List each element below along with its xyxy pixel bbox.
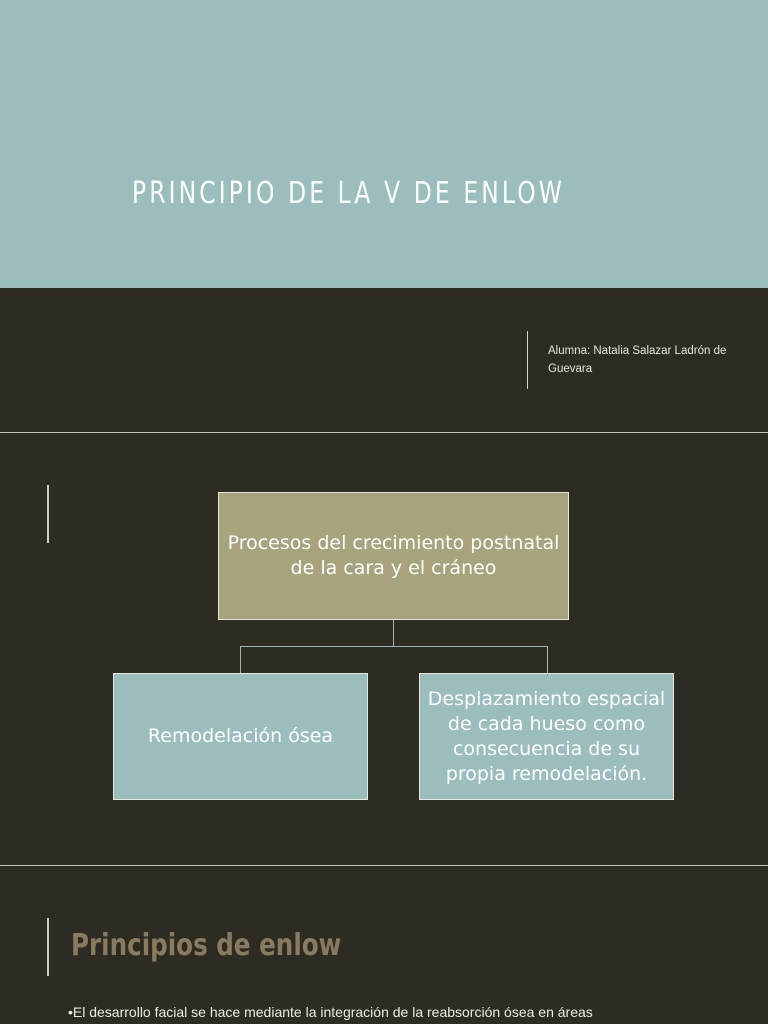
accent-bar <box>47 918 49 976</box>
diagram-child-label-left: Remodelación ósea <box>147 725 334 747</box>
slide-heading: Principios de enlow <box>71 928 342 963</box>
diagram-child-box-right <box>419 673 674 800</box>
diagram-child-label-right: Desplazamiento espacial de cada hueso como consecuencia de su propia remodelación. <box>427 687 666 785</box>
diagram-slide <box>0 433 768 865</box>
connector-vertical-right <box>547 646 548 673</box>
slide-body-text: •El desarrollo facial se hace mediante la integración de la reabsorción ósea en áreas <box>68 1004 593 1020</box>
title-slide <box>0 0 768 432</box>
connector-vertical-top <box>393 620 394 646</box>
diagram-root-label: Procesos del crecimiento postnatal de la cara y el cráneo <box>227 532 560 579</box>
diagram-root-box <box>218 492 569 620</box>
author-divider <box>527 331 528 389</box>
diagram-child-box-left <box>113 673 368 800</box>
connector-horizontal <box>240 646 548 647</box>
title-band <box>0 0 768 288</box>
content-slide <box>0 866 768 1024</box>
slide-title: PRINCIPIO DE LA V DE ENLOW <box>132 176 566 211</box>
author-name: Alumna: Natalia Salazar Ladrón de Guevara <box>548 345 727 375</box>
connector-vertical-left <box>240 646 241 673</box>
accent-bar <box>47 485 49 543</box>
